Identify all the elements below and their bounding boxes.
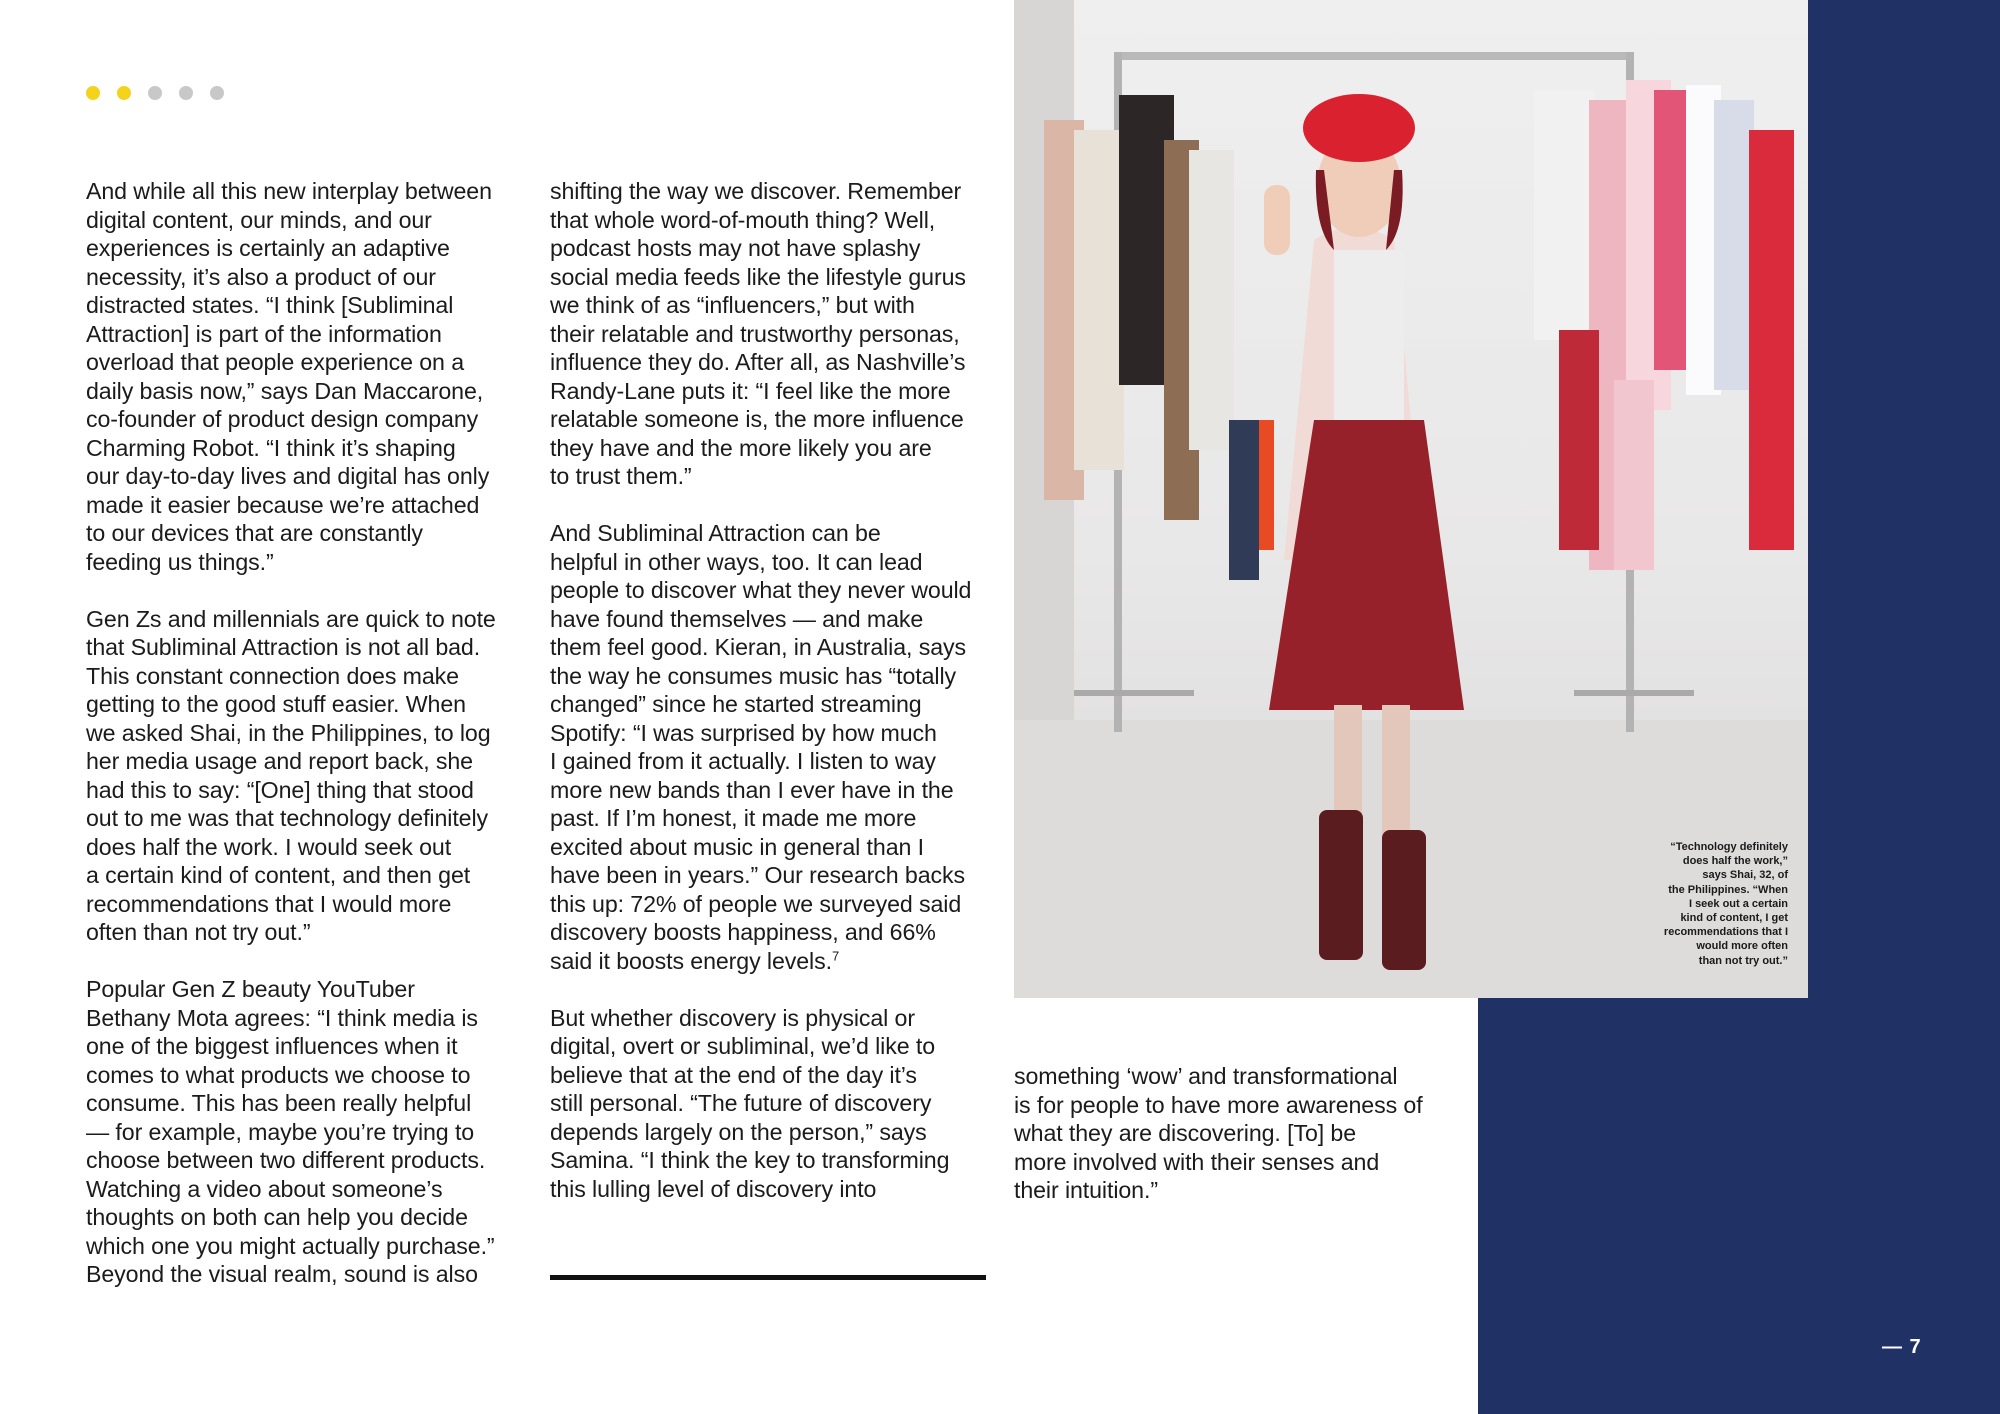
text-column-2 bbox=[550, 177, 992, 1203]
paragraph: Gen Zs and millennials are quick to note that Subliminal Attraction is not all bad. This constant connection does make getting to the good stuff easier. When we asked Shai, in the Philippines, to log her media usage and report back, she had this to say: “[One] thing that stood out to me was that technology definitely does half the work. I would seek out a certain kind of content, and then get recommendations that I would more often than not try out.” bbox=[86, 605, 496, 945]
footnote-marker: 7 bbox=[831, 947, 840, 963]
pagination-dot-4 bbox=[179, 86, 193, 100]
paragraph: something ‘wow’ and transformational is for people to have more awareness of what they are discovering. [To] be more involved with their senses and their intuition.” bbox=[1014, 1063, 1423, 1203]
photo-caption: “Technology definitely does half the work,” says Shai, 32, of the Philippines. “When I seek out a certain kind of content, I get recommendations that I would more often than not try out.” bbox=[1663, 841, 1788, 967]
pagination-dots bbox=[86, 86, 224, 100]
pagination-dot-2 bbox=[117, 86, 131, 100]
section-end-rule bbox=[550, 1275, 986, 1280]
text-column-3 bbox=[1014, 1062, 1464, 1205]
paragraph-with-footnote bbox=[550, 519, 992, 975]
pagination-dot-5 bbox=[210, 86, 224, 100]
paragraph: And while all this new interplay between digital content, our minds, and our experiences is certainly an adaptive necessity, it’s also a product of our distracted states. “I think [Subliminal Attraction] is part of the information overload that people experience on a daily basis now,” says Dan Maccarone, co-founder of product design company Charming Robot. “I think it’s shaping our day-to-day lives and digital has only made it easier because we’re attached to our devices that are constantly feeding us things.” bbox=[86, 178, 492, 575]
paragraph-text: And Subliminal Attraction can be helpful in other ways, too. It can lead people to discover what they never would have found themselves — and make them feel good. Kieran, in Australia, says the way he consumes music has “totally changed” since he started streaming Spotify: “I was surprised by how much I gained from it actually. I listen to way more new bands than I ever have in the past. If I’m honest, it made me more excited about music in general than I have been in years.” Our research backs this up: 72% of people we surveyed said discovery boosts happiness, and 66% said it boosts energy levels. bbox=[550, 520, 972, 974]
text-column-1 bbox=[86, 177, 526, 1289]
photo-shai-in-store bbox=[1014, 0, 1808, 998]
pagination-dot-1 bbox=[86, 86, 100, 100]
paragraph: shifting the way we discover. Remember that whole word-of-mouth thing? Well, podcast hosts may not have splashy social media feeds like the lifestyle gurus we think of as “influencers,” but with their relatable and trustworthy personas, influence they do. After all, as Nashville’s Randy-Lane puts it: “I feel like the more relatable someone is, the more influence they have and the more likely you are to trust them.” bbox=[550, 178, 966, 489]
paragraph: But whether discovery is physical or digital, overt or subliminal, we’d like to believe that at the end of the day it’s still personal. “The future of discovery depends largely on the person,” says Samina. “I think the key to transforming this lulling level of discovery into bbox=[550, 1004, 950, 1202]
page-number: — 7 bbox=[1882, 1336, 1922, 1358]
paragraph: Popular Gen Z beauty YouTuber Bethany Mota agrees: “I think media is one of the biggest influences when it comes to what products we choose to consume. This has been really helpful — for example, maybe you’re trying to choose between two different products. Watching a video about someone’s thoughts on both can help you decide which one you might actually purchase.” Beyond the visual realm, sound is also bbox=[86, 976, 495, 1287]
pagination-dot-3 bbox=[148, 86, 162, 100]
